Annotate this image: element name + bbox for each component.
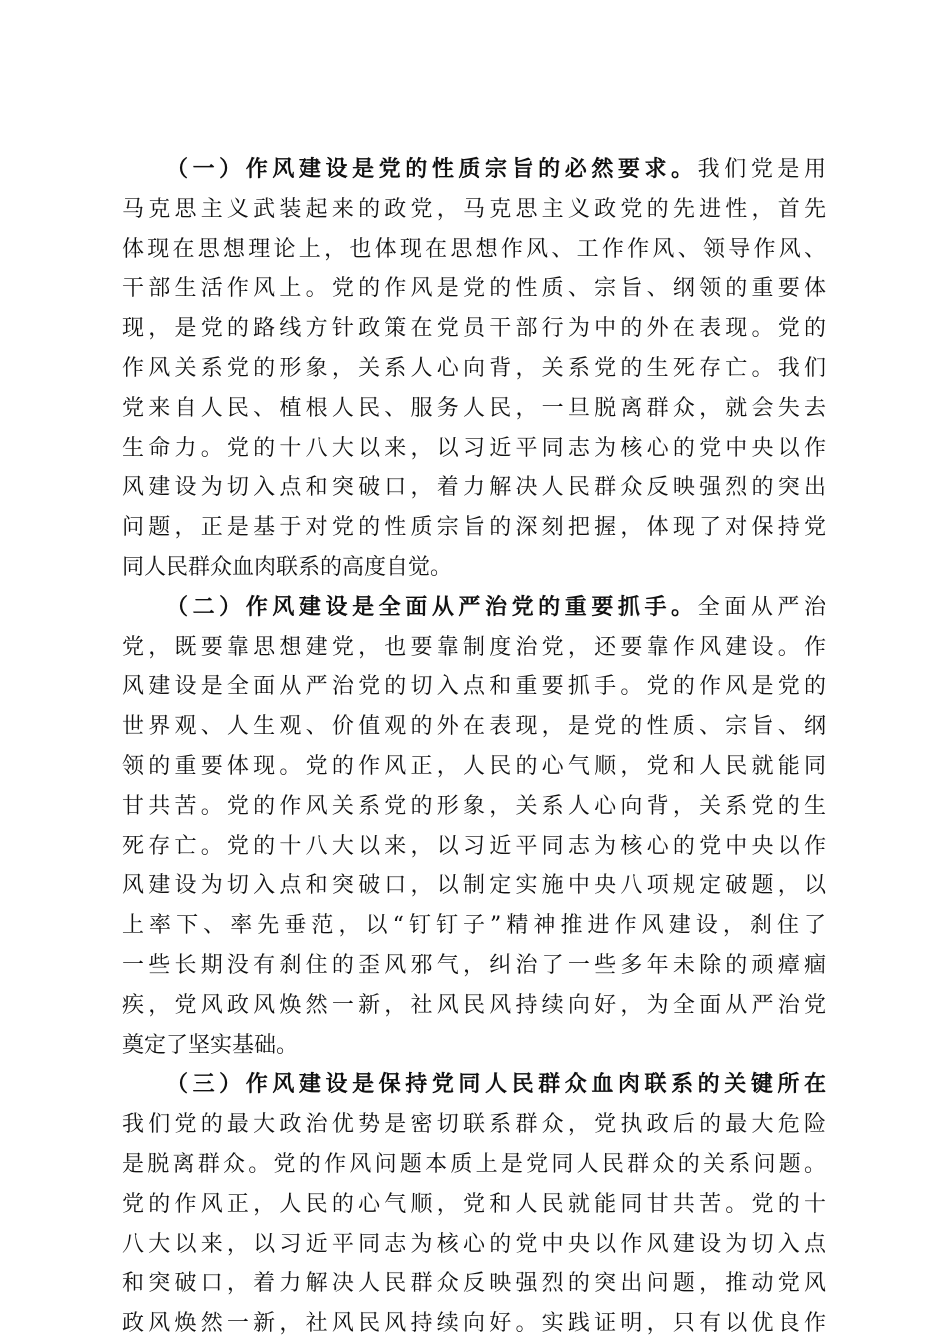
- section-2: [122, 588, 826, 1066]
- section-2-heading: （二）作风建设是全面从严治党的重要抓手。: [166, 593, 698, 620]
- section-2-line: 奠定了坚实基础。: [122, 1032, 299, 1058]
- section-2-line: 甘共苦。党的作风关系党的形象，关系人心向背，关系党的生: [122, 793, 826, 819]
- section-1-first-line-rest: 我们党是用: [697, 157, 826, 182]
- section-1-line: 现，是党的路线方针政策在党员干部行为中的外在表现。党的: [122, 316, 826, 342]
- section-2-line: 疾，党风政风焕然一新，社风民风持续向好，为全面从严治党: [122, 992, 826, 1018]
- section-1-line: 生命力。党的十八大以来，以习近平同志为核心的党中央以作: [122, 435, 826, 461]
- section-1-line: 马克思主义武装起来的政党，马克思主义政党的先进性，首先: [122, 196, 826, 222]
- section-1-line: 干部生活作风上。党的作风是党的性质、宗旨、纲领的重要体: [122, 276, 826, 302]
- section-3-line: 是脱离群众。党的作风问题本质上是党同人民群众的关系问题。: [122, 1151, 826, 1177]
- section-2-line: 世界观、人生观、价值观的外在表现，是党的性质、宗旨、纲: [122, 714, 826, 740]
- section-3-line: 党的作风正，人民的心气顺，党和人民就能同甘共苦。党的十: [122, 1191, 826, 1217]
- section-1: [122, 150, 826, 588]
- document-page: [122, 150, 826, 1344]
- section-2-line: 风建设是全面从严治党的切入点和重要抓手。党的作风是党的: [122, 674, 826, 700]
- section-2-line: 上率下、率先垂范，以“钉钉子”精神推进作风建设，刹住了: [122, 913, 826, 939]
- section-3-line: 政风焕然一新，社风民风持续向好。实践证明，只有以优良作: [122, 1311, 826, 1337]
- section-3-heading: （三）作风建设是保持党同人民群众血肉联系的关键所在: [166, 1071, 826, 1098]
- section-1-line: 风建设为切入点和突破口，着力解决人民群众反映强烈的突出: [122, 475, 826, 501]
- section-1-line: 体现在思想理论上，也体现在思想作风、工作作风、领导作风、: [122, 236, 826, 262]
- section-1-heading: （一）作风建设是党的性质宗旨的必然要求。: [166, 156, 698, 182]
- section-2-line: 党，既要靠思想建党，也要靠制度治党，还要靠作风建设。作: [122, 634, 826, 660]
- section-2-first-line-rest: 全面从严治: [697, 594, 826, 620]
- section-1-line: 作风关系党的形象，关系人心向背，关系党的生死存亡。我们: [122, 355, 826, 381]
- section-1-line: 同人民群众血肉联系的高度自觉。: [122, 554, 453, 580]
- section-3-line: 和突破口，着力解决人民群众反映强烈的突出问题，推动党风: [122, 1271, 826, 1297]
- section-3-first-line: [122, 1065, 826, 1105]
- section-3-line: 我们党的最大政治优势是密切联系群众，党执政后的最大危险: [122, 1112, 826, 1138]
- section-2-line: 领的重要体现。党的作风正，人民的心气顺，党和人民就能同: [122, 753, 826, 779]
- section-1-line: 党来自人民、植根人民、服务人民，一旦脱离群众，就会失去: [122, 395, 826, 421]
- section-2-line: 一些长期没有刹住的歪风邪气，纠治了一些多年未除的顽瘴痼: [122, 952, 826, 978]
- section-3-line: 八大以来，以习近平同志为核心的党中央以作风建设为切入点: [122, 1231, 826, 1257]
- section-1-line: 问题，正是基于对党的性质宗旨的深刻把握，体现了对保持党: [122, 515, 826, 541]
- section-3: [122, 1065, 826, 1344]
- section-2-first-line: [122, 588, 826, 628]
- section-1-first-line: [122, 150, 826, 190]
- section-2-line: 风建设为切入点和突破口，以制定实施中央八项规定破题，以: [122, 873, 826, 899]
- section-2-line: 死存亡。党的十八大以来，以习近平同志为核心的党中央以作: [122, 833, 826, 859]
